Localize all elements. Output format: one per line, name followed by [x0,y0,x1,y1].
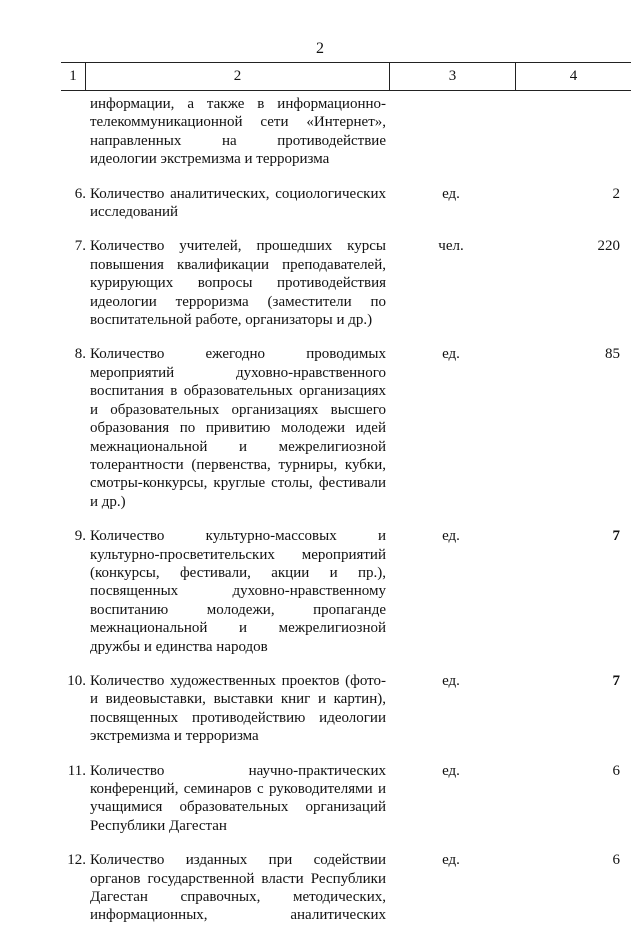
desc-line: (конкурсы, фестивали, акции и пр.), [90,564,386,581]
row-value: 220 [597,238,620,255]
row-unit: ед. [442,185,460,202]
desc-line: и видеовыставки, выставки книг и картин), [90,691,386,708]
table-row [56,345,636,511]
desc-line: Количество изданных при содействии [90,852,386,869]
row-description [88,345,386,511]
desc-line: и образовательных организациях высшего [90,401,386,418]
row-value [516,95,626,169]
desc-line: повышения квалификации преподавателей, [90,256,386,273]
header-col-1: 1 [61,63,86,90]
row-unit: ед. [442,672,460,689]
desc-line: межнациональной и межрелигиозной [90,620,386,637]
row-value: 2 [612,185,620,202]
header-col-2: 2 [86,63,390,90]
desc-line: мероприятий духовно-нравственного [90,364,386,381]
desc-line: информационных, аналитических [90,907,386,924]
desc-line: воспитательной работе, организаторы и др.) [90,312,373,329]
desc-line: конференций, семинаров с руководителями и [90,781,386,797]
row-description [88,672,386,746]
desc-line: информации, а также в информационно- [90,96,386,112]
table-row [56,851,636,925]
row-unit: ед. [442,528,460,545]
desc-line: и др.) [90,493,126,510]
row-unit [386,95,516,169]
table-row [56,672,636,746]
table-row-continuation [56,95,636,169]
row-description [88,95,386,169]
desc-line: межнациональной и межрелигиозной [90,438,386,455]
row-description [88,527,386,656]
desc-line: культурно-просветительских мероприятий [90,546,386,563]
row-number: 8. [74,346,86,363]
desc-line: органов государственной власти Республики [90,870,386,887]
row-number: 9. [74,528,86,545]
row-unit: ед. [442,762,460,779]
desc-line: Количество культурно-массовых и [90,528,386,545]
desc-line: Количество научно-практических [90,762,386,779]
desc-line: посвященных противодействию идеологии [90,709,386,726]
desc-line: посвященных духовно-нравственному [90,583,386,600]
header-col-3: 3 [390,63,516,90]
desc-line: исследований [90,204,179,221]
desc-line: Количество учителей, прошедших курсы [90,238,386,255]
desc-line: идеологии терроризма (заместители по [90,293,386,310]
desc-line: дружбы и единства народов [90,638,268,655]
table-header [61,62,631,91]
row-value: 6 [612,852,620,869]
desc-line: Количество аналитических, социологических [90,185,386,202]
desc-line: смотры-конкурсы, круглые столы, фестивали [90,475,386,492]
desc-line: курирующих вопросы противодействия [90,275,386,292]
page-number: 2 [316,40,324,57]
row-number: 7. [74,238,86,255]
table-row [56,237,636,329]
desc-line: идеологии экстремизма и терроризма [90,151,330,168]
row-number: 6. [74,185,86,202]
row-description [88,851,386,925]
desc-line: толерантности (первенства, турниры, кубки, [90,456,386,473]
desc-line: Количество ежегодно проводимых [90,346,386,363]
desc-line: Республики Дагестан [90,817,227,834]
row-number: 11. [67,762,86,779]
desc-line: учащимися образовательных организаций [90,799,386,816]
row-number [56,95,88,169]
table-row [56,762,636,836]
row-value: 6 [612,762,620,779]
header-col-4: 4 [569,68,578,84]
desc-line: Дагестан справочных, методических, [90,889,386,906]
row-value: 7 [612,672,620,689]
desc-line: воспитания в образовательных организациях [90,383,386,400]
row-description [88,762,386,836]
row-unit: чел. [438,238,464,255]
row-value: 85 [605,346,620,363]
row-description [88,237,386,329]
desc-line: воспитанию молодежи, пропаганде [90,601,386,618]
table-body [56,95,636,925]
row-unit: ед. [442,346,460,363]
desc-line: телекоммуникационной сети «Интернет», [90,114,386,131]
row-number: 12. [67,852,86,869]
desc-line: Количество художественных проектов (фото- [90,672,386,689]
row-number: 10. [67,672,86,689]
desc-line: образования по привитию молодежи идей [90,420,386,437]
table-row [56,185,636,222]
table-row [56,527,636,656]
desc-line: направленных на противодействие [90,132,386,149]
row-unit: ед. [442,852,460,869]
desc-line: экстремизма и терроризма [90,728,259,745]
row-description [88,185,386,222]
row-value: 7 [612,528,620,545]
